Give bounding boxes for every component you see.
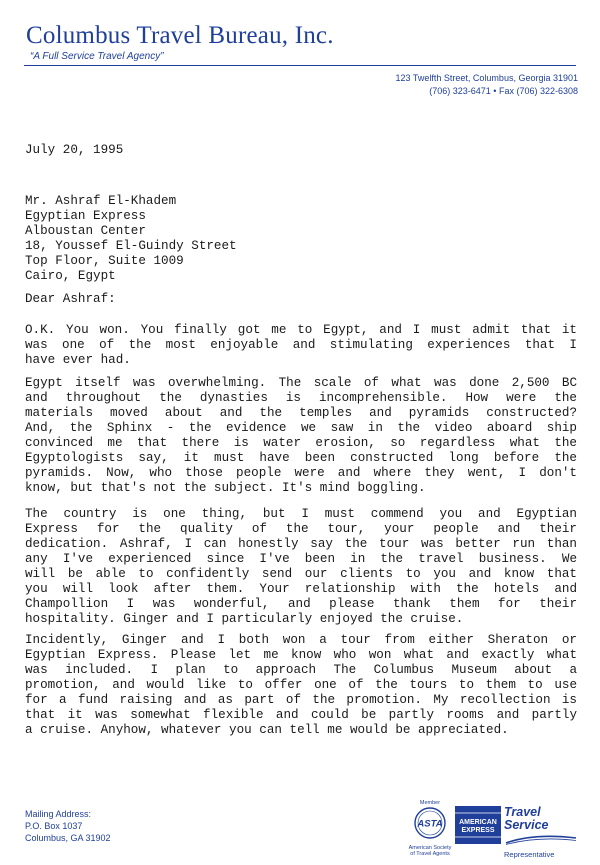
paragraph-line: Egypt itself was overwhelming. The scale of what was done 2,500 BC	[25, 376, 577, 390]
paragraph-line: O.K. You won. You finally got me to Egypt, and I must admit that it	[25, 323, 577, 337]
asta-member-label: Member	[419, 800, 441, 806]
paragraph-line: any I've experienced since I've been in the travel business. We	[25, 552, 577, 566]
company-address	[396, 72, 578, 98]
travel-service-line1: Travel	[504, 805, 541, 819]
paragraph-line: convinced me that there is water erosion, so regardless what the	[25, 436, 577, 450]
mailing-address	[25, 808, 111, 844]
letter-date: July 20, 1995	[25, 143, 124, 157]
paragraph-line: Egyptologists say, it must have been constructed long before the	[25, 451, 577, 465]
recipient-line: Top Floor, Suite 1009	[25, 254, 184, 268]
paragraph-line: Incidently, Ginger and I both won a tour from either Sheraton or	[25, 633, 577, 647]
paragraph-line: And, the Sphinx - the evidence we saw in the video aboard ship	[25, 421, 577, 435]
paragraph-line: Champollion I was wonderful, and please thank them for their	[25, 597, 577, 611]
recipient-line: Cairo, Egypt	[25, 269, 116, 283]
paragraph-line: that it was somewhat flexible and could be partly rooms and partly	[25, 708, 577, 722]
body-paragraph-1	[25, 323, 577, 368]
asta-name: ASTA	[417, 818, 443, 830]
paragraph-line: The country is one thing, but I must commend you and Egyptian	[25, 507, 577, 521]
recipient-line: Egyptian Express	[25, 209, 146, 223]
asta-seal-icon	[408, 806, 452, 840]
paragraph-line: have ever had.	[25, 353, 131, 367]
paragraph-line: Egyptian Express. Please let me know who won what and exactly what	[25, 648, 577, 662]
paragraph-line: promotion, and would like to offer one of the tours to them to use	[25, 678, 577, 692]
mailing-line: Columbus, GA 31902	[25, 833, 111, 843]
paragraph-line: will be able to confidently send our clients to you and know that	[25, 567, 577, 581]
paragraph-line: you will look after them. Your relationship with the hotels and	[25, 582, 577, 596]
paragraph-line: know, but that's not the subject. It's mind boggling.	[25, 481, 426, 495]
company-tagline: “A Full Service Travel Agency”	[30, 51, 164, 62]
recipient-line: 18, Youssef El-Guindy Street	[25, 239, 237, 253]
travel-service-logo	[504, 806, 578, 858]
travel-service-line2: Service	[504, 818, 549, 832]
body-paragraph-4	[25, 633, 577, 738]
street-address: 123 Twelfth Street, Columbus, Georgia 31901	[395, 73, 578, 83]
recipient-line: Mr. Ashraf El-Khadem	[25, 194, 177, 208]
amex-line2: EXPRESS	[461, 827, 495, 834]
amex-line1: AMERICAN	[459, 819, 497, 826]
paragraph-line: was included. I plan to approach The Columbus Museum about a	[25, 663, 577, 677]
amex-logo-icon	[455, 806, 501, 844]
mailing-line: P.O. Box 1037	[25, 821, 83, 831]
company-name: Columbus Travel Bureau, Inc.	[26, 22, 334, 49]
recipient-address	[25, 194, 237, 284]
paragraph-line: materials moved about and the temples and pyramids constructed?	[25, 406, 577, 420]
mailing-line: Mailing Address:	[25, 809, 92, 819]
body-paragraph-2	[25, 376, 577, 496]
paragraph-line: Express for the quality of the tour, your people and their	[25, 522, 577, 536]
paragraph-line: was one of the most enjoyable and stimulating experiences that I	[25, 338, 577, 352]
phone-fax: (706) 323-6471 • Fax (706) 322-6308	[429, 86, 578, 96]
paragraph-line: hospitality. Ginger and I particularly enjoyed the cruise.	[25, 612, 464, 626]
salutation: Dear Ashraf:	[25, 292, 116, 306]
paragraph-line: pyramids. Now, who those people were and where they went, I don't	[25, 466, 577, 480]
asta-caption: American Society of Travel Agents	[408, 845, 452, 857]
body-paragraph-3	[25, 507, 577, 627]
travel-service-swoosh-icon	[504, 835, 578, 845]
asta-logo	[408, 800, 452, 858]
paragraph-line: and throughout the dynasties is incomprehensible. How were the	[25, 391, 577, 405]
recipient-line: Alboustan Center	[25, 224, 146, 238]
travel-service-caption: Representative	[504, 850, 555, 859]
paragraph-line: for a fund raising and as part of the promotion. My recollection is	[25, 693, 577, 707]
amex-logo	[455, 806, 501, 844]
header-rule	[24, 65, 576, 66]
paragraph-line: a cruise. Anyhow, whatever you can tell me would be appreciated.	[25, 723, 509, 737]
paragraph-line: dedication. Ashraf, I can honestly say the tour was better run than	[25, 537, 577, 551]
